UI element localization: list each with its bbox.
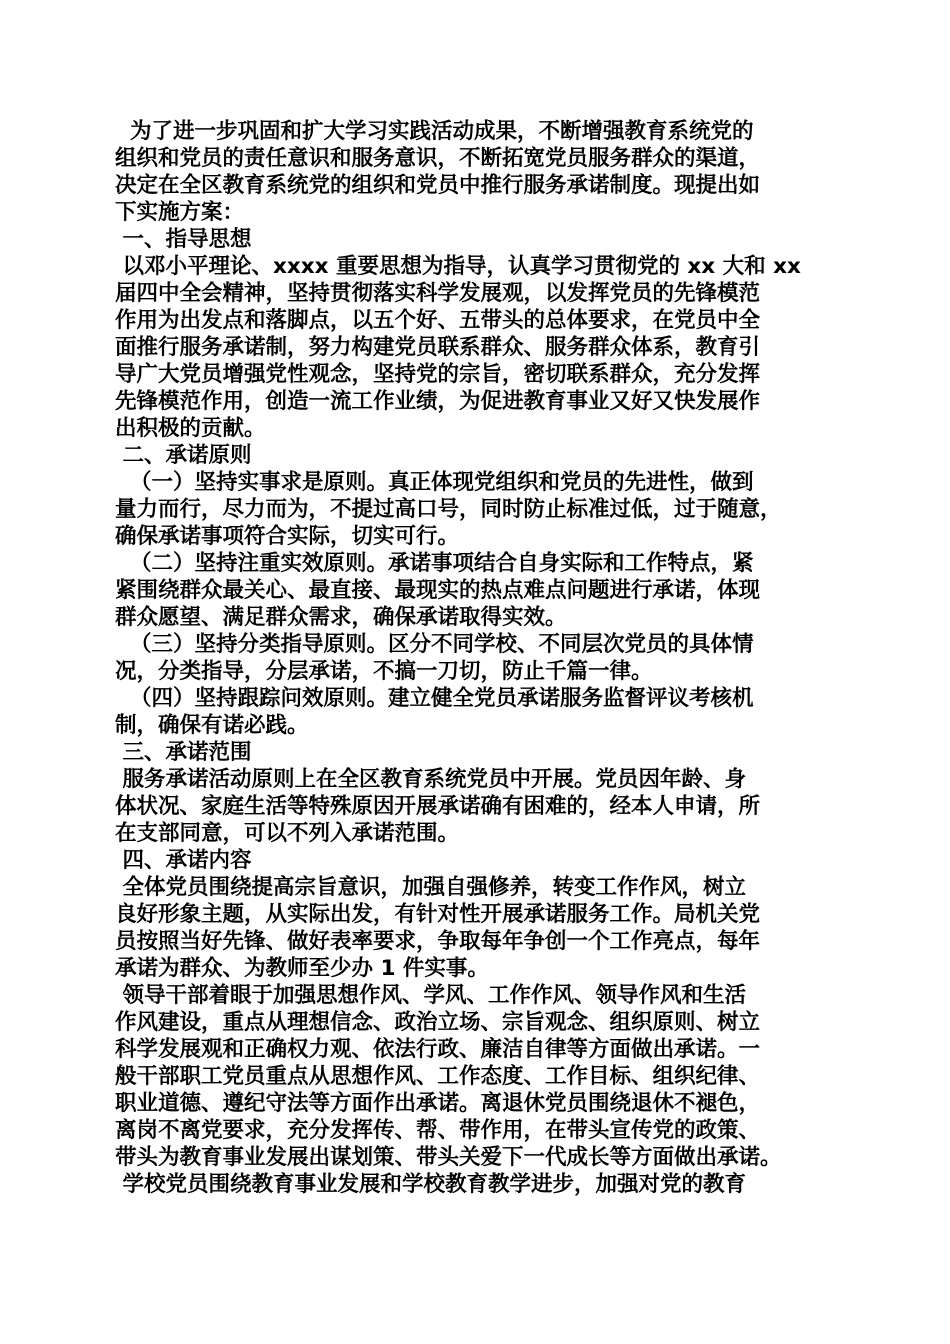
text-line: 员按照当好先锋、做好表率要求，争取每年争创一个工作亮点，每年 — [115, 929, 761, 954]
section-heading: 三、承诺范围 — [115, 740, 252, 765]
text-line: 服务承诺活动原则上在全区教育系统党员中开展。党员因年龄、身 — [115, 767, 746, 792]
text-line: 导广大党员增强党性观念，坚持党的宗旨，密切联系群众，充分发挥 — [115, 362, 761, 387]
text-line: 下实施方案： — [115, 200, 245, 225]
text-line: 科学发展观和正确权力观、依法行政、廉洁自律等方面做出承诺。一 — [115, 1037, 761, 1062]
text-line: 离岗不离党要求，充分发挥传、帮、带作用，在带头宣传党的政策、 — [115, 1118, 761, 1143]
section-heading: 四、承诺内容 — [115, 848, 252, 873]
text-line: 为了进一步巩固和扩大学习实践活动成果，不断增强教育系统党的 — [115, 119, 754, 144]
text-line: 在支部同意，可以不列入承诺范围。 — [115, 821, 460, 846]
text-line: 群众愿望、满足群众需求，确保承诺取得实效。 — [115, 605, 567, 630]
text-line: 般干部职工党员重点从思想作风、工作态度、工作目标、组织纪律、 — [115, 1064, 761, 1089]
text-line: 学校党员围绕教育事业发展和学校教育教学进步，加强对党的教育 — [115, 1172, 746, 1197]
text-line: 出积极的贡献。 — [115, 416, 266, 441]
text-line: 作用为出发点和落脚点，以五个好、五带头的总体要求，在党员中全 — [115, 308, 761, 333]
text-line: 面推行服务承诺制，努力构建党员联系群众、服务群众体系，教育引 — [115, 335, 761, 360]
text-line: 制，确保有诺必践。 — [115, 713, 309, 738]
text-line: 带头为教育事业发展出谋划策、带头关爱下一代成长等方面做出承诺。 — [115, 1145, 782, 1170]
text-line: 况，分类指导，分层承诺，不搞一刀切，防止千篇一律。 — [115, 659, 653, 684]
text-line: 职业道德、遵纪守法等方面作出承诺。离退休党员围绕退休不褪色， — [115, 1091, 761, 1116]
section-heading: 一、指导思想 — [115, 227, 252, 252]
text-line: 体状况、家庭生活等特殊原因开展承诺确有困难的，经本人申请，所 — [115, 794, 761, 819]
text-line: 领导干部着眼于加强思想作风、学风、工作作风、领导作风和生活 — [115, 983, 746, 1008]
text-line: （二）坚持注重实效原则。承诺事项结合自身实际和工作特点，紧 — [115, 551, 754, 576]
text-line: 承诺为群众、为教师至少办 1 件实事。 — [115, 956, 489, 981]
text-line: 紧围绕群众最关心、最直接、最现实的热点难点问题进行承诺，体现 — [115, 578, 761, 603]
text-line: 组织和党员的责任意识和服务意识，不断拓宽党员服务群众的渠道， — [115, 146, 761, 171]
section-heading: 二、承诺原则 — [115, 443, 252, 468]
text-line: 全体党员围绕提高宗旨意识，加强自强修养，转变工作作风，树立 — [115, 875, 746, 900]
text-line: 量力而行，尽力而为，不提过高口号，同时防止标准过低，过于随意， — [115, 497, 782, 522]
text-line: 先锋模范作用，创造一流工作业绩，为促进教育事业又好又快发展作 — [115, 389, 761, 414]
text-line: 届四中全会精神，坚持贯彻落实科学发展观，以发挥党员的先锋模范 — [115, 281, 761, 306]
text-line: （四）坚持跟踪问效原则。建立健全党员承诺服务监督评议考核机 — [115, 686, 754, 711]
text-line: 良好形象主题，从实际出发，有针对性开展承诺服务工作。局机关党 — [115, 902, 761, 927]
text-line: （三）坚持分类指导原则。区分不同学校、不同层次党员的具体情 — [115, 632, 754, 657]
text-line: （一）坚持实事求是原则。真正体现党组织和党员的先进性，做到 — [115, 470, 754, 495]
document-body — [115, 118, 840, 1198]
text-line: 决定在全区教育系统党的组织和党员中推行服务承诺制度。现提出如 — [115, 173, 761, 198]
text-line: 作风建设，重点从理想信念、政治立场、宗旨观念、组织原则、树立 — [115, 1010, 761, 1035]
text-line: 确保承诺事项符合实际，切实可行。 — [115, 524, 460, 549]
text-line: 以邓小平理论、xxxx 重要思想为指导，认真学习贯彻党的 xx 大和 xx — [115, 254, 801, 279]
